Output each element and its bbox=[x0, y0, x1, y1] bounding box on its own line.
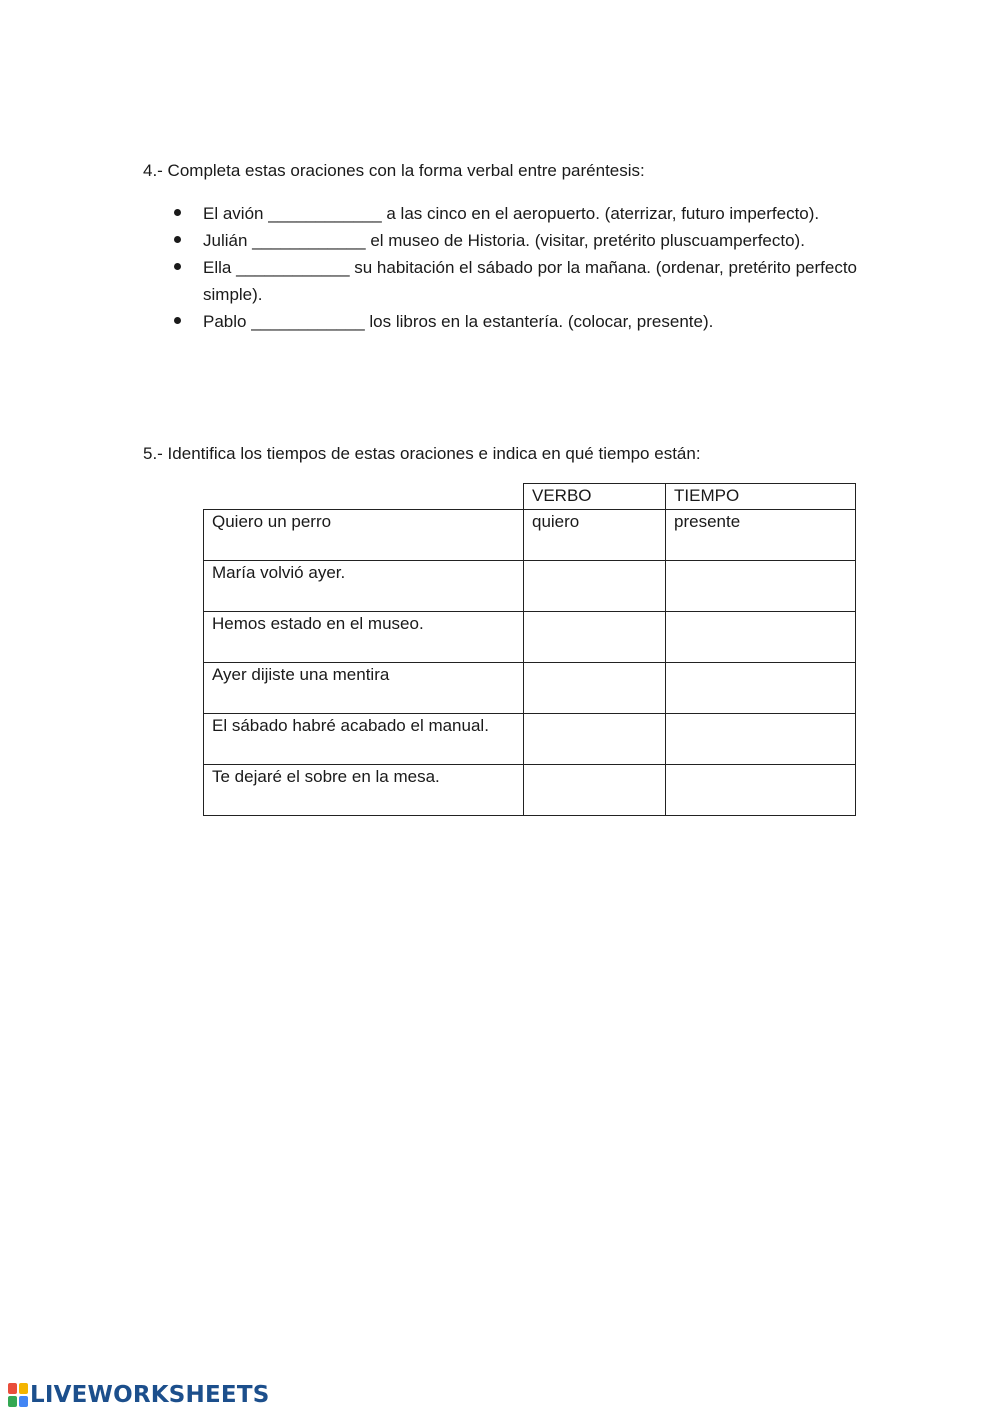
table-row bbox=[204, 612, 856, 663]
liveworksheets-brand[interactable] bbox=[8, 1382, 269, 1408]
bullet-icon bbox=[174, 209, 181, 216]
logo-tile bbox=[19, 1396, 28, 1407]
exercise-4-item bbox=[172, 254, 862, 308]
bullet-icon bbox=[174, 236, 181, 243]
exercise-4-item bbox=[172, 308, 862, 335]
table-row bbox=[204, 714, 856, 765]
tiempo-cell[interactable] bbox=[666, 561, 856, 612]
sentence-cell: Hemos estado en el museo. bbox=[204, 612, 524, 663]
table-row bbox=[204, 765, 856, 816]
tenses-table bbox=[203, 483, 856, 816]
liveworksheets-logo-icon bbox=[8, 1383, 28, 1407]
column-header-verbo: VERBO bbox=[524, 484, 666, 510]
exercise-4-list bbox=[172, 200, 862, 335]
table-row bbox=[204, 663, 856, 714]
exercise-4-item-text: El avión ____________ a las cinco en el aeropuerto. (aterrizar, futuro imperfecto). bbox=[203, 204, 820, 223]
verbo-cell[interactable] bbox=[524, 714, 666, 765]
bullet-icon bbox=[174, 263, 181, 270]
table-row bbox=[204, 510, 856, 561]
verbo-cell[interactable] bbox=[524, 612, 666, 663]
sentence-cell: Te dejaré el sobre en la mesa. bbox=[204, 765, 524, 816]
verbo-cell: quiero bbox=[524, 510, 666, 561]
exercise-4-heading: 4.- Completa estas oraciones con la forma verbal entre paréntesis: bbox=[143, 161, 645, 180]
verbo-cell[interactable] bbox=[524, 561, 666, 612]
exercise-4-item bbox=[172, 227, 862, 254]
tiempo-cell: presente bbox=[666, 510, 856, 561]
logo-tile bbox=[8, 1383, 17, 1394]
exercise-5-heading: 5.- Identifica los tiempos de estas oraciones e indica en qué tiempo están: bbox=[143, 444, 701, 463]
table-row bbox=[204, 561, 856, 612]
verbo-cell[interactable] bbox=[524, 663, 666, 714]
table-corner-cell bbox=[204, 484, 524, 510]
brand-name: LIVEWORKSHEETS bbox=[30, 1382, 270, 1408]
table-header-row bbox=[204, 484, 856, 510]
sentence-cell: María volvió ayer. bbox=[204, 561, 524, 612]
sentence-cell: Ayer dijiste una mentira bbox=[204, 663, 524, 714]
exercise-4-item-text: Julián ____________ el museo de Historia. (visitar, pretérito pluscuamperfecto). bbox=[203, 231, 805, 250]
sentence-cell: Quiero un perro bbox=[204, 510, 524, 561]
verbo-cell[interactable] bbox=[524, 765, 666, 816]
exercise-4-item bbox=[172, 200, 862, 227]
tiempo-cell[interactable] bbox=[666, 765, 856, 816]
tiempo-cell[interactable] bbox=[666, 663, 856, 714]
tiempo-cell[interactable] bbox=[666, 714, 856, 765]
column-header-tiempo: TIEMPO bbox=[666, 484, 856, 510]
sentence-cell: El sábado habré acabado el manual. bbox=[204, 714, 524, 765]
bullet-icon bbox=[174, 317, 181, 324]
tiempo-cell[interactable] bbox=[666, 612, 856, 663]
logo-tile bbox=[8, 1396, 17, 1407]
exercise-4-item-text: Pablo ____________ los libros en la estantería. (colocar, presente). bbox=[203, 312, 714, 331]
exercise-4-item-text: Ella ____________ su habitación el sábado por la mañana. (ordenar, pretérito perfecto simple). bbox=[203, 258, 858, 304]
logo-tile bbox=[19, 1383, 28, 1394]
